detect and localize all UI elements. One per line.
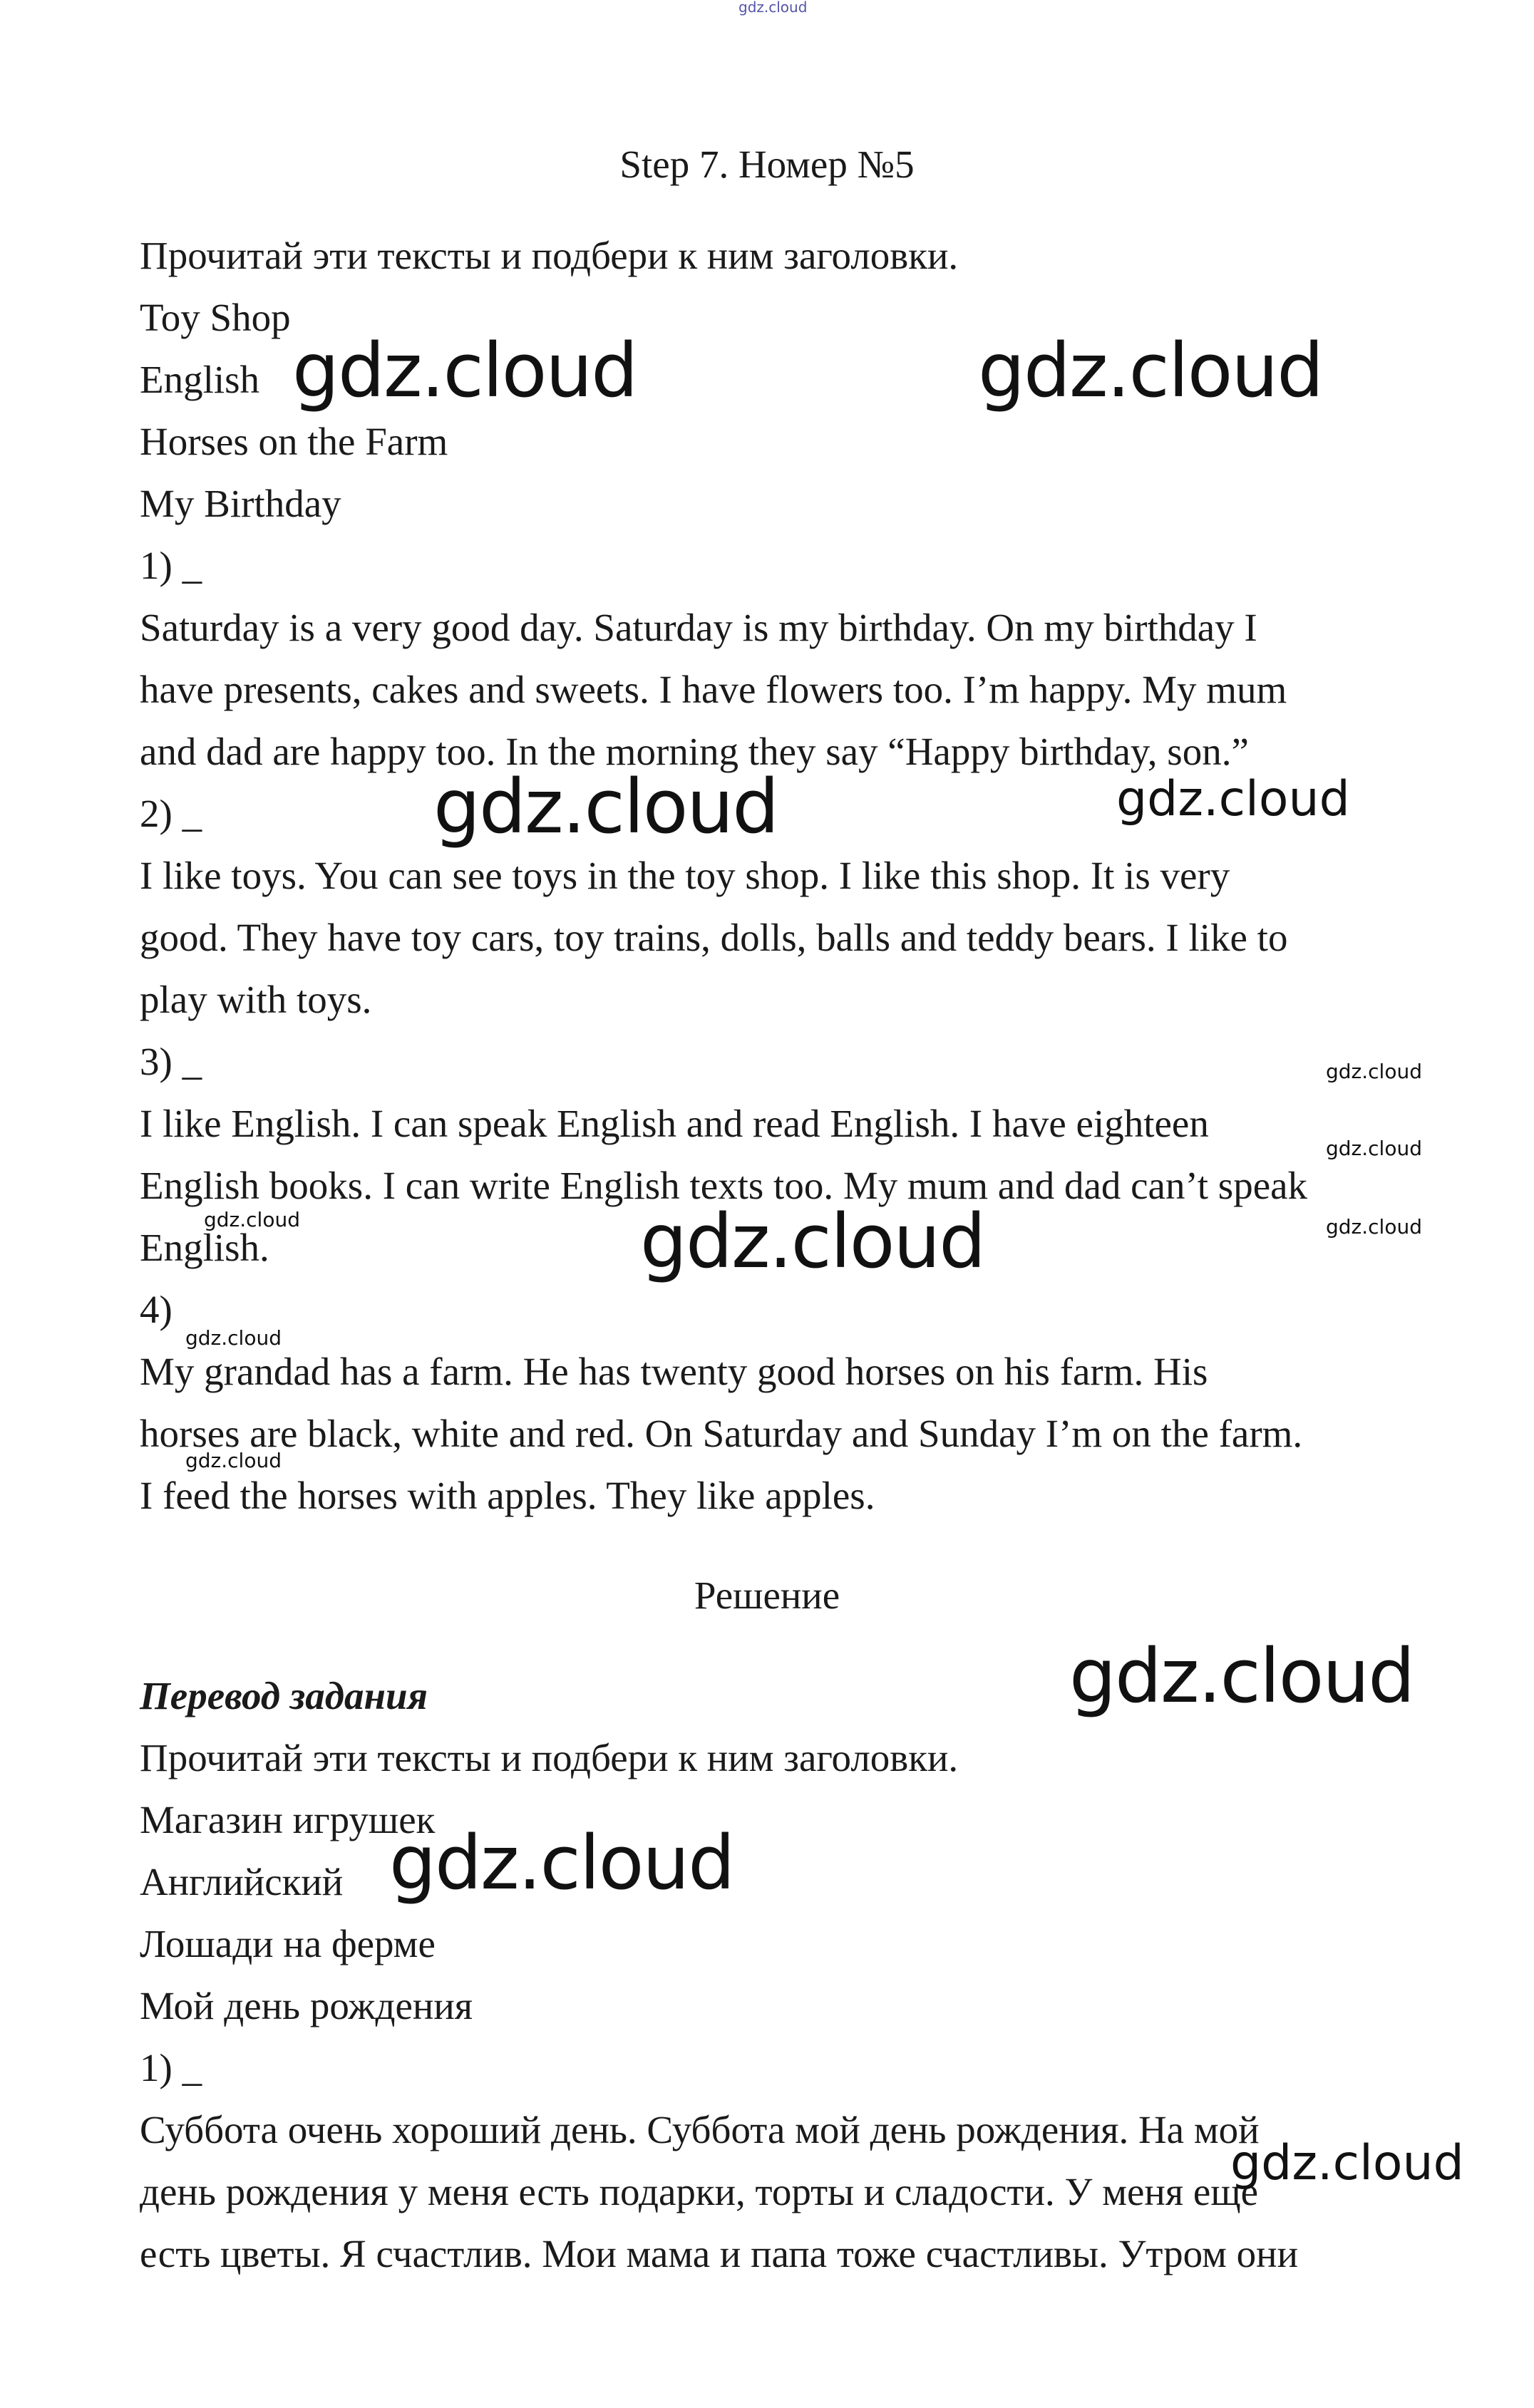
watermark: gdz.cloud <box>1326 1060 1422 1083</box>
ru-text-1-line: есть цветы. Я счастлив. Мои мама и папа тоже счастливы. Утром они <box>140 2232 1298 2275</box>
translation-heading: Перевод задания <box>140 1674 428 1717</box>
watermark: gdz.cloud <box>640 1198 985 1285</box>
heading-option-2: English <box>140 358 260 401</box>
text-2-line: I like toys. You can see toys in the toy shop. I like this shop. It is very <box>140 854 1230 897</box>
heading-ru-1: Магазин игрушек <box>140 1798 436 1841</box>
ru-text-1-line: день рождения у меня есть подарки, торты и сладости. У меня еще <box>140 2170 1259 2213</box>
heading-ru-3: Лошади на ферме <box>140 1922 436 1965</box>
heading-ru-4: Мой день рождения <box>140 1984 473 2027</box>
heading-option-4: My Birthday <box>140 482 341 525</box>
page-title: Step 7. Номер №5 <box>619 143 915 186</box>
task-instruction: Прочитай эти тексты и подбери к ним заголовки. <box>140 234 959 277</box>
watermark: gdz.cloud <box>292 327 637 414</box>
heading-option-3: Horses on the Farm <box>140 420 448 463</box>
item-4-label: 4) <box>140 1288 173 1331</box>
item-2-label: 2) _ <box>140 792 202 835</box>
watermark: gdz.cloud <box>1326 1215 1422 1239</box>
text-2-line: good. They have toy cars, toy trains, dolls, balls and teddy bears. I like to <box>140 916 1288 959</box>
item-1-label: 1) _ <box>140 544 202 587</box>
watermark: gdz.cloud <box>978 327 1323 414</box>
watermark: gdz.cloud <box>1326 1137 1422 1160</box>
heading-option-1: Toy Shop <box>140 296 291 339</box>
text-1-line: and dad are happy too. In the morning they say “Happy birthday, son.” <box>140 730 1249 773</box>
watermark: gdz.cloud <box>433 763 778 850</box>
watermark: gdz.cloud <box>185 1449 282 1472</box>
text-1-line: Saturday is a very good day. Saturday is my birthday. On my birthday I <box>140 606 1257 649</box>
translation-instruction: Прочитай эти тексты и подбери к ним заголовки. <box>140 1736 959 1779</box>
watermark: gdz.cloud <box>1230 2135 1464 2191</box>
heading-ru-2: Английский <box>140 1860 344 1903</box>
watermark: gdz.cloud <box>1116 771 1350 827</box>
text-1-line: have presents, cakes and sweets. I have flowers too. I’m happy. My mum <box>140 668 1287 711</box>
text-4-line: My grandad has a farm. He has twenty good horses on his farm. His <box>140 1350 1208 1393</box>
watermark: gdz.cloud <box>204 1208 300 1231</box>
text-3-line: I like English. I can speak English and read English. I have eighteen <box>140 1102 1209 1145</box>
watermark: gdz.cloud <box>185 1326 282 1350</box>
ru-text-1-line: Суббота очень хороший день. Суббота мой день рождения. На мой <box>140 2108 1260 2151</box>
watermark: gdz.cloud <box>389 1819 734 1906</box>
text-3-line: English. <box>140 1226 269 1269</box>
text-3-line: English books. I can write English texts too. My mum and dad can’t speak <box>140 1164 1308 1207</box>
item-3-label: 3) _ <box>140 1040 202 1083</box>
ru-item-1-label: 1) _ <box>140 2046 202 2089</box>
watermark-top: gdz.cloud <box>738 0 808 16</box>
text-4-line: horses are black, white and red. On Saturday and Sunday I’m on the farm. <box>140 1412 1303 1455</box>
text-4-line: I feed the horses with apples. They like apples. <box>140 1474 875 1517</box>
text-2-line: play with toys. <box>140 978 372 1021</box>
watermark: gdz.cloud <box>1069 1633 1414 1720</box>
solution-heading: Решение <box>694 1574 840 1617</box>
